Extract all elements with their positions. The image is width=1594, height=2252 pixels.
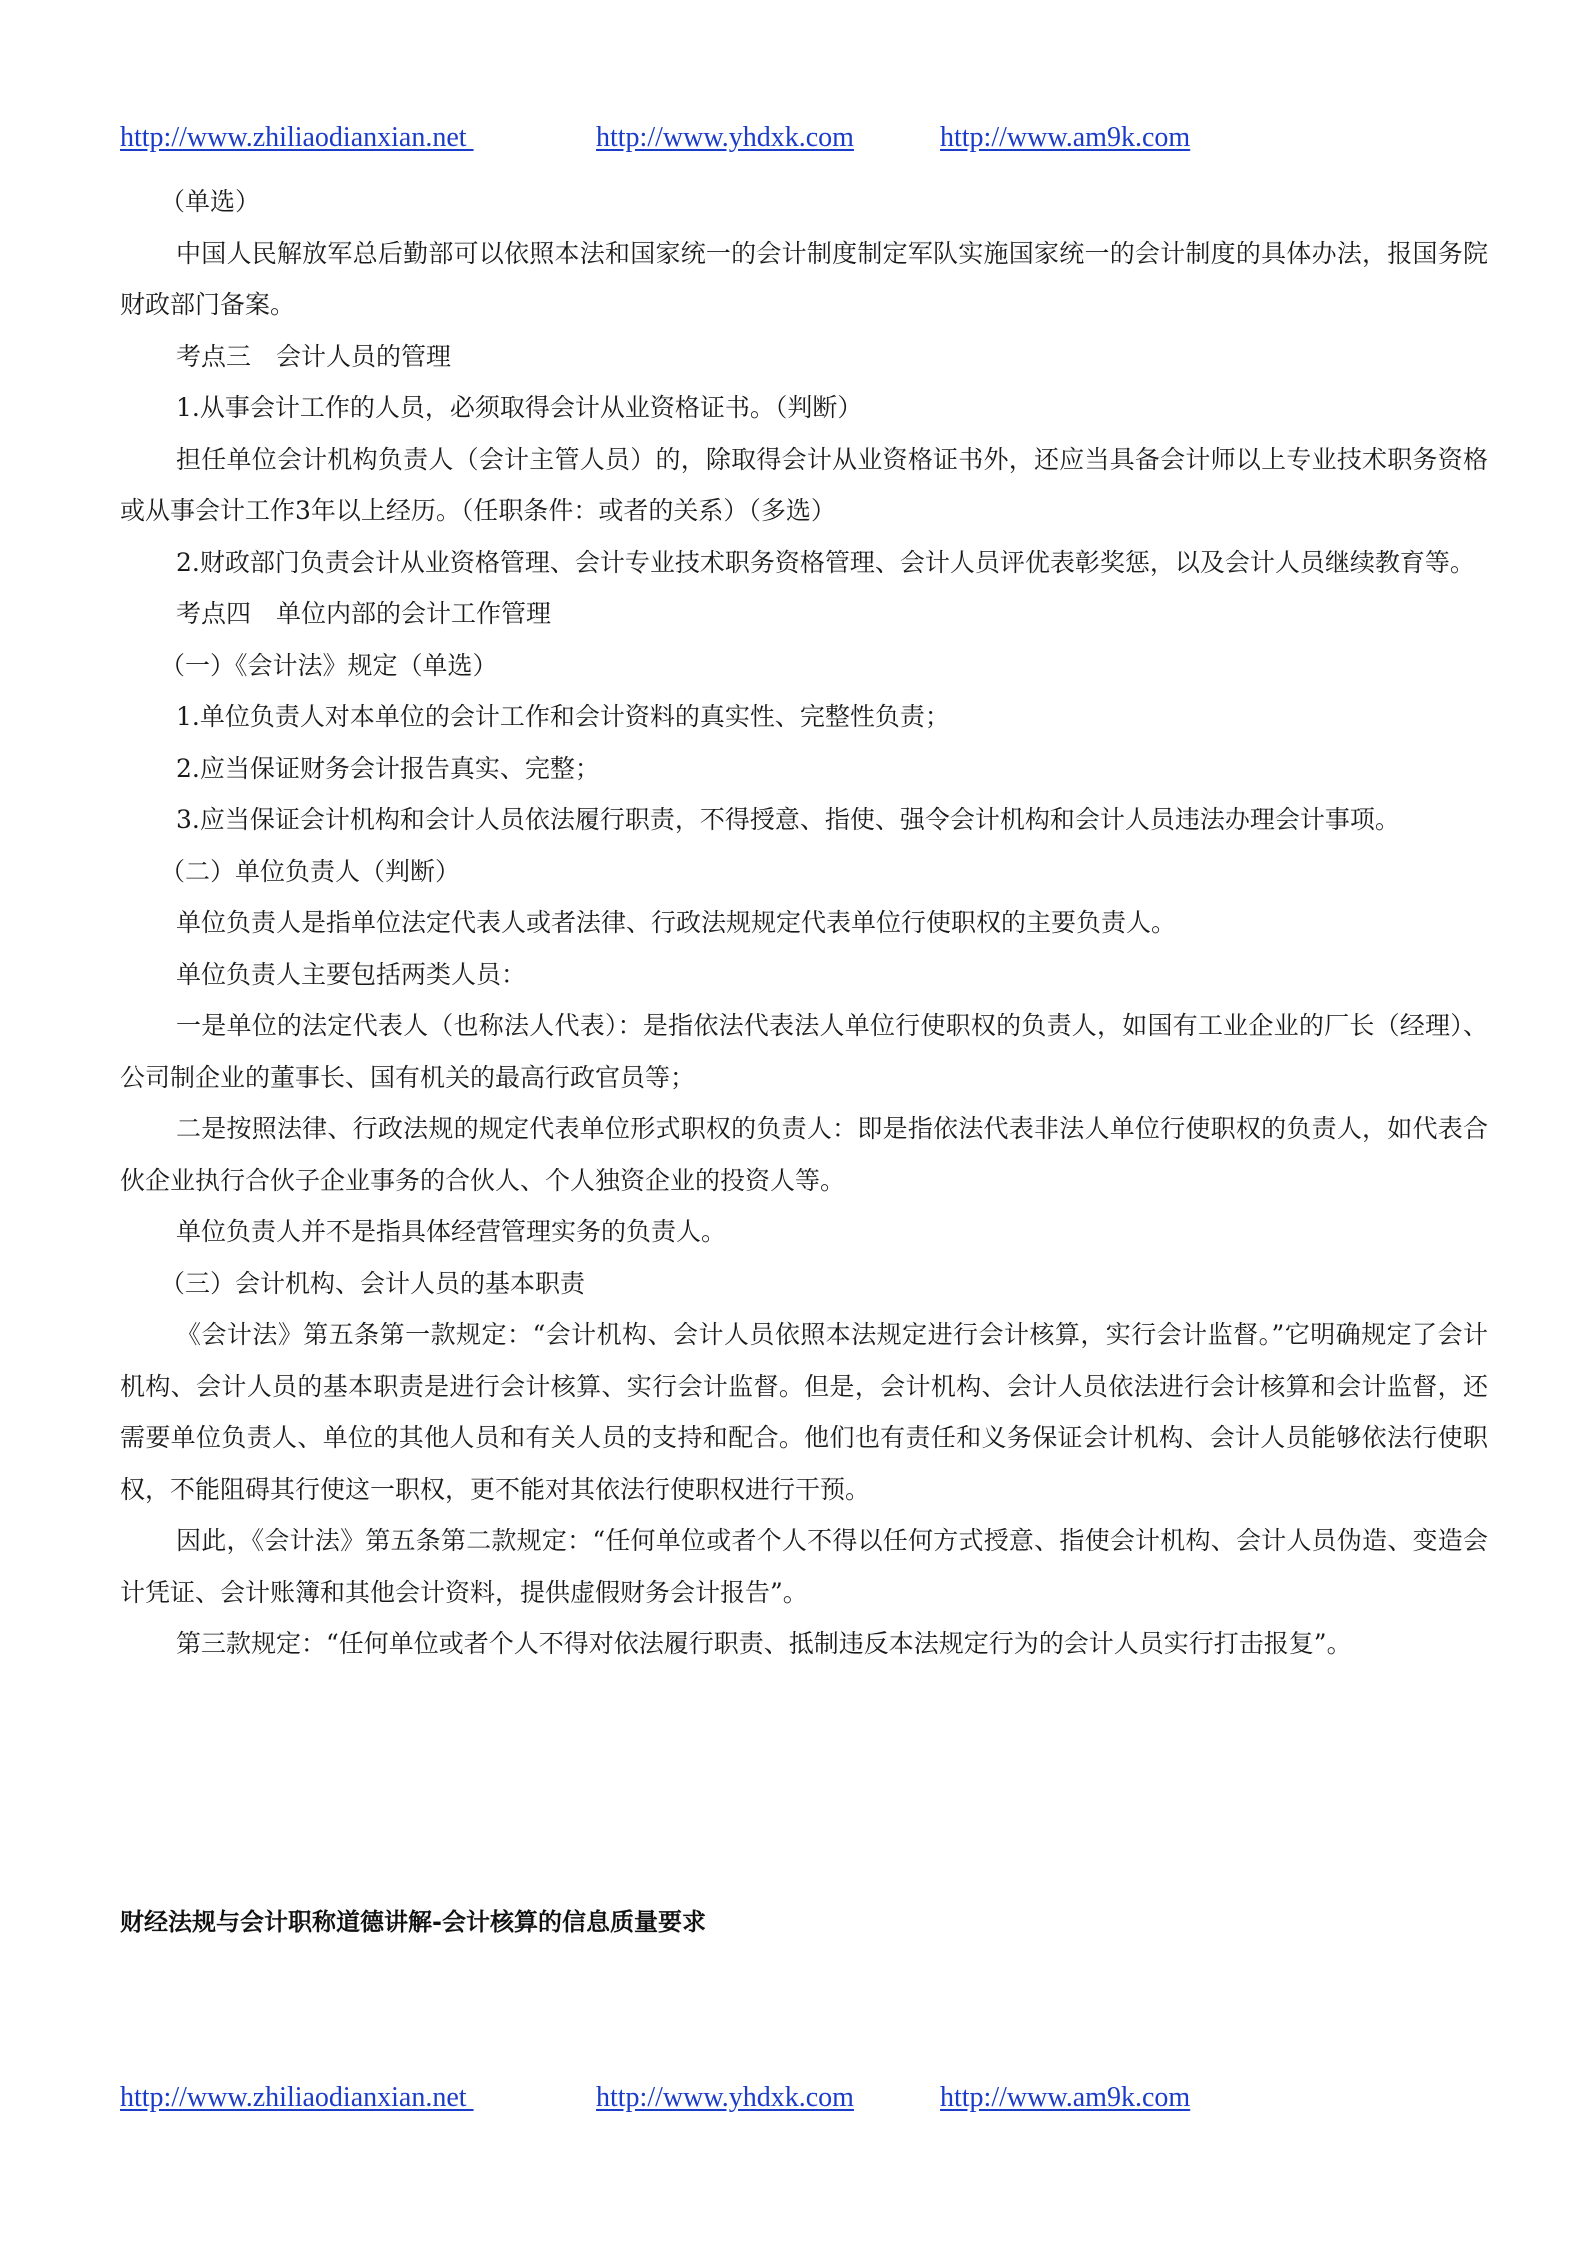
rule-item-3: 3.应当保证会计机构和会计人员依法履行职责，不得授意、指使、强令会计机构和会计人员违法办理会计事项。 [176,805,1400,834]
paragraph-type-two: 二是按照法律、行政法规的规定代表单位形式职权的负责人：即是指依法代表非法人单位行使职权的负责人，如代表合伙企业执行合伙子企业事务的合伙人、个人独资企业的投资人等。 [120,1114,1488,1195]
subheading-three: （三）会计机构、会计人员的基本职责 [160,1268,586,1298]
rule-item-1: 1.单位负责人对本单位的会计工作和会计资料的真实性、完整性负责； [176,702,950,731]
paragraph-accounting-head: 担任单位会计机构负责人（会计主管人员）的，除取得会计从业资格证书外，还应当具备会计师以上专业技术职务资格或从事会计工作3年以上经历。（任职条件：或者的关系）（多选） [120,444,1488,525]
document-body [120,176,1488,1670]
question-type-note: （单选） [160,187,261,216]
header-links [120,122,1490,162]
paragraph-article-five-first: 《会计法》第五条第一款规定：“会计机构、会计人员依照本法规定进行会计核算，实行会计监督。”它明确规定了会计机构、会计人员的基本职责是进行会计核算、实行会计监督。但是，会计机构、会计人员依法进行会计核算和会计监督，还需要单位负责人、单位的其他人员和有关人员的支持和配合。他们也有责任和义务保证会计机构、会计人员能够依法行使职权，不能阻碍其行使这一职权，更不能对其依法行使职权进行干预。 [120,1320,1488,1504]
footer-link-yhdxk[interactable]: http://www.yhdxk.com [596,2082,854,2113]
header-link-yhdxk[interactable]: http://www.yhdxk.com [596,122,854,153]
paragraph-article-five-third: 第三款规定：“任何单位或者个人不得对依法履行职责、抵制违反本法规定行为的会计人员实行打击报复”。 [176,1629,1352,1658]
rule-item-2: 2.应当保证财务会计报告真实、完整； [176,753,600,783]
paragraph-unit-head-definition: 单位负责人是指单位法定代表人或者法律、行政法规规定代表单位行使职权的主要负责人。 [176,908,1177,937]
subheading-one: （一）《会计法》规定（单选） [160,650,498,680]
footer-link-am9k[interactable]: http://www.am9k.com [940,2082,1191,2113]
footer-link-zhiliaodianxian[interactable]: http://www.zhiliaodianxian.net [120,2082,474,2113]
heading-point-four: 考点四 单位内部的会计工作管理 [176,599,552,628]
paragraph-not-management: 单位负责人并不是指具体经营管理实务的负责人。 [176,1217,727,1246]
heading-point-three: 考点三 会计人员的管理 [176,341,452,371]
header-link-am9k[interactable]: http://www.am9k.com [940,122,1191,153]
paragraph-type-one: 一是单位的法定代表人（也称法人代表）：是指依法代表法人单位行使职权的负责人，如国有工业企业的厂长（经理）、公司制企业的董事长、国有机关的最高行政官员等； [120,1011,1488,1092]
paragraph-military-accounting: 中国人民解放军总后勤部可以依照本法和国家统一的会计制度制定军队实施国家统一的会计制度的具体办法，报国务院财政部门备案。 [120,238,1488,319]
header-link-zhiliaodianxian[interactable]: http://www.zhiliaodianxian.net [120,122,474,153]
list-item-1: 1.从事会计工作的人员，必须取得会计从业资格证书。（判断） [176,393,863,422]
footer-links [120,2082,1490,2122]
section-title: 财经法规与会计职称道德讲解-会计核算的信息质量要求 [120,1908,706,1936]
paragraph-two-types: 单位负责人主要包括两类人员： [176,959,527,989]
subheading-two: （二）单位负责人（判断） [160,856,461,886]
list-item-2: 2.财政部门负责会计从业资格管理、会计专业技术职务资格管理、会计人员评优表彰奖惩，以及会计人员继续教育等。 [176,547,1475,577]
paragraph-article-five-second: 因此，《会计法》第五条第二款规定：“任何单位或者个人不得以任何方式授意、指使会计机构、会计人员伪造、变造会计凭证、会计账簿和其他会计资料，提供虚假财务会计报告”。 [120,1526,1488,1607]
